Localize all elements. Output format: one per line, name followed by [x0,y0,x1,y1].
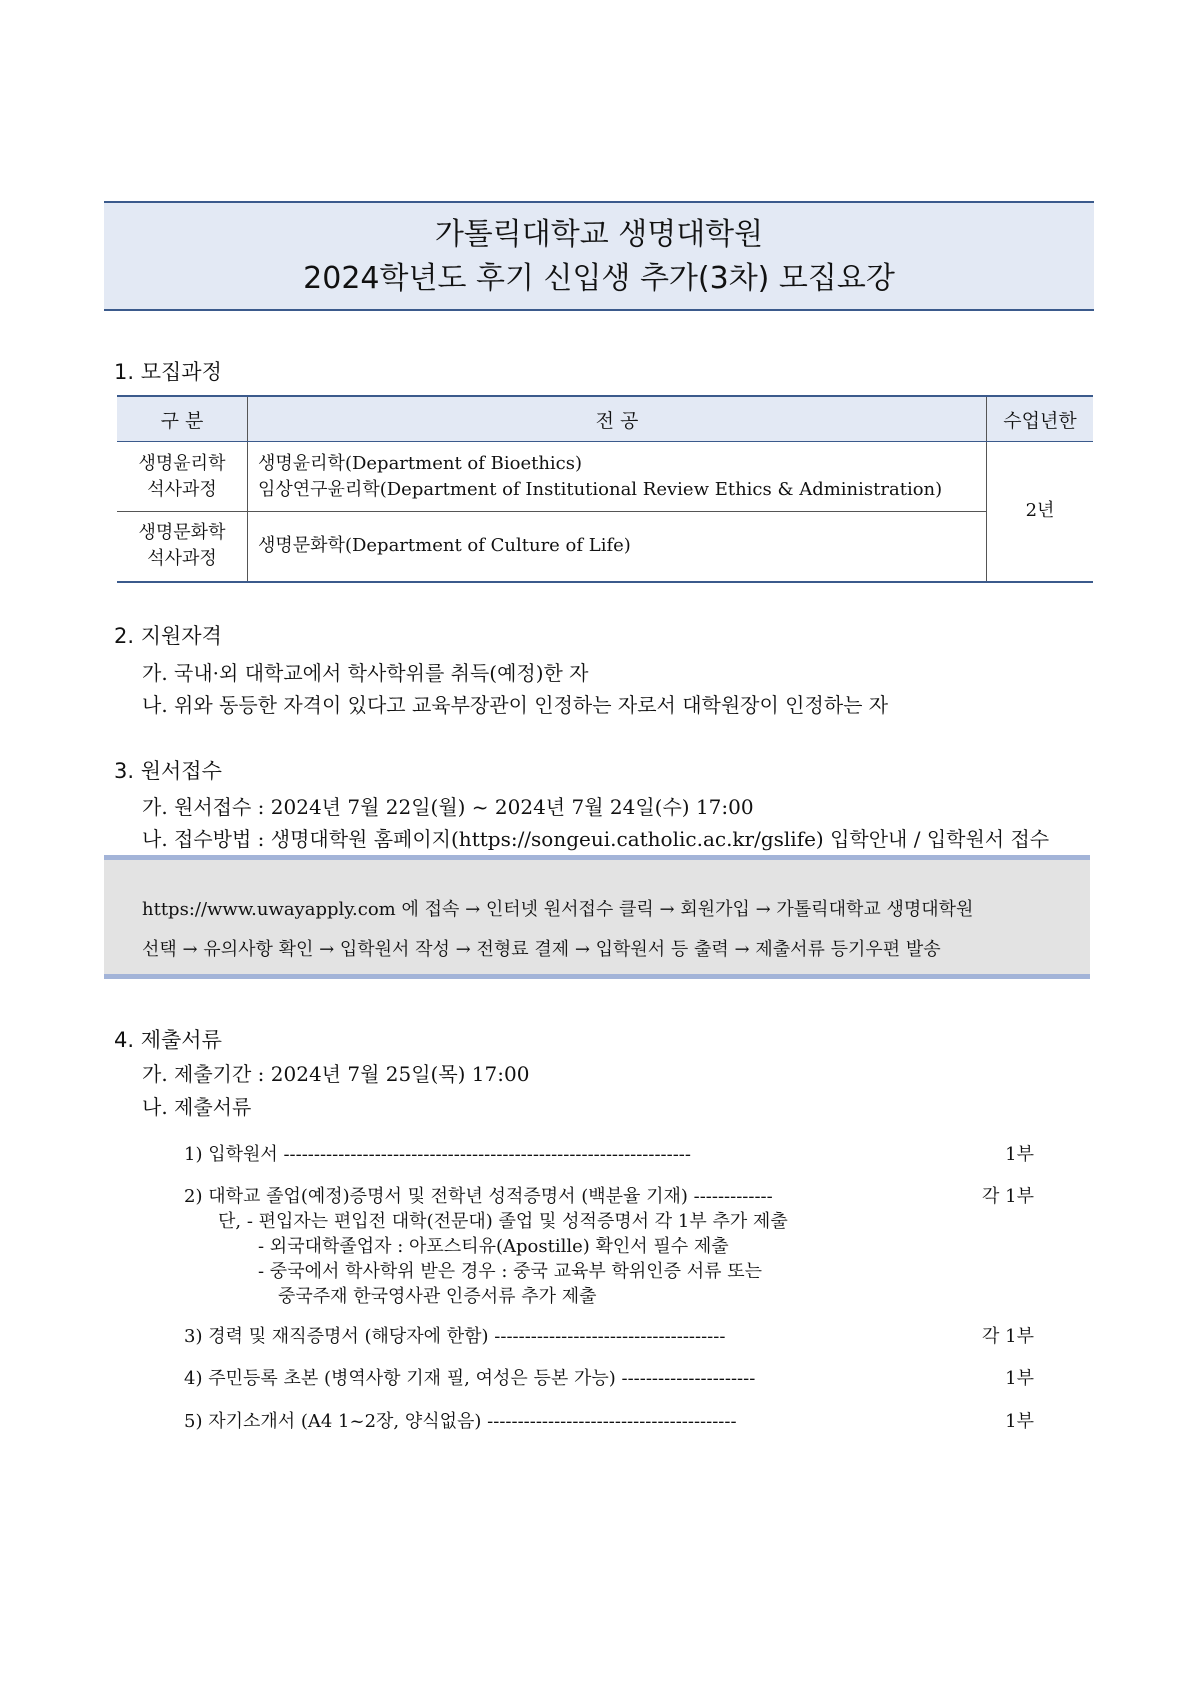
category-line: 생명윤리학 [138,452,226,474]
title-line-2: 2024학년도 후기 신입생 추가(3차) 모집요강 [303,261,895,296]
document-qty: 1부 [1005,1144,1034,1165]
document-note: - 중국에서 학사학위 받은 경우 : 중국 교육부 학위인증 서류 또는 [258,1261,763,1282]
section1-heading: 1. 모집과정 [114,360,222,384]
header-duration: 수업년한 [987,396,1094,442]
document-label: 2) 대학교 졸업(예정)증명서 및 전학년 성적증명서 (백분율 기재) ------------- [184,1186,773,1207]
category-cell [117,512,248,582]
title-line-1: 가톨릭대학교 생명대학원 [434,217,764,252]
document-row [184,1364,1034,1390]
header-category: 구 분 [117,396,248,442]
document-note: 단, - 편입자는 편입전 대학(전문대) 졸업 및 성적증명서 각 1부 추가 제출 [218,1211,788,1232]
document-note: - 외국대학졸업자 : 아포스티유(Apostille) 확인서 필수 제출 [258,1236,729,1257]
submission-item: 나. 제출서류 [142,1095,252,1119]
steps-line: https://www.uwayapply.com 에 접속 → 인터넷 원서접수 클릭 → 회원가입 → 가톨릭대학교 생명대학원 [142,899,974,920]
document-qty: 1부 [1005,1411,1034,1432]
major-cell [248,512,987,582]
section4-heading: 4. 제출서류 [114,1028,222,1052]
header-major: 전 공 [248,396,987,442]
section2-heading: 2. 지원자격 [114,624,222,648]
application-item: 가. 원서접수 : 2024년 7월 22일(월) ~ 2024년 7월 24일(수) 17:00 [142,795,754,819]
document-note: 중국주재 한국영사관 인증서류 추가 제출 [278,1286,597,1307]
major-line: 생명윤리학(Department of Bioethics) [258,452,583,474]
document-row [184,1322,1034,1348]
document-label: 4) 주민등록 초본 (병역사항 기재 필, 여성은 등본 가능) ---------------------- [184,1368,756,1389]
document-qty: 각 1부 [982,1186,1034,1207]
document-qty: 1부 [1005,1368,1034,1389]
title-box [104,201,1094,311]
document-row [184,1140,1034,1166]
category-line: 석사과정 [147,548,217,570]
qualification-item: 나. 위와 동등한 자격이 있다고 교육부장관이 인정하는 자로서 대학원장이 인정하는 자 [142,693,889,717]
submission-item: 가. 제출기간 : 2024년 7월 25일(목) 17:00 [142,1062,530,1086]
steps-line: 선택 → 유의사항 확인 → 입학원서 작성 → 전형료 결제 → 입학원서 등 출력 → 제출서류 등기우편 발송 [142,939,941,960]
qualification-item: 가. 국내·외 대학교에서 학사학위를 취득(예정)한 자 [142,661,589,685]
document-label: 5) 자기소개서 (A4 1~2장, 양식없음) ----------------------------------------- [184,1411,737,1432]
major-line: 임상연구윤리학(Department of Institutional Review Ethics & Administration) [258,478,943,500]
application-item: 나. 접수방법 : 생명대학원 홈페이지(https://songeui.catholic.ac.kr/gslife) 입학안내 / 입학원서 접수 [142,827,1050,851]
table-row [117,442,1093,512]
document-row [184,1407,1034,1433]
category-cell [117,442,248,512]
category-line: 생명문화학 [138,522,226,544]
category-line: 석사과정 [147,478,217,500]
document-label: 1) 입학원서 ------------------------------------------------------------------- [184,1144,691,1165]
document-label: 3) 경력 및 재직증명서 (해당자에 한함) -------------------------------------- [184,1326,726,1347]
major-line: 생명문화학(Department of Culture of Life) [258,535,631,557]
application-steps-box [104,855,1090,979]
major-cell [248,442,987,512]
section3-heading: 3. 원서접수 [114,759,222,783]
course-table [117,395,1093,583]
document-qty: 각 1부 [982,1326,1034,1347]
table-row [117,512,1093,582]
duration-cell: 2년 [987,442,1094,582]
document-row [184,1182,1034,1208]
